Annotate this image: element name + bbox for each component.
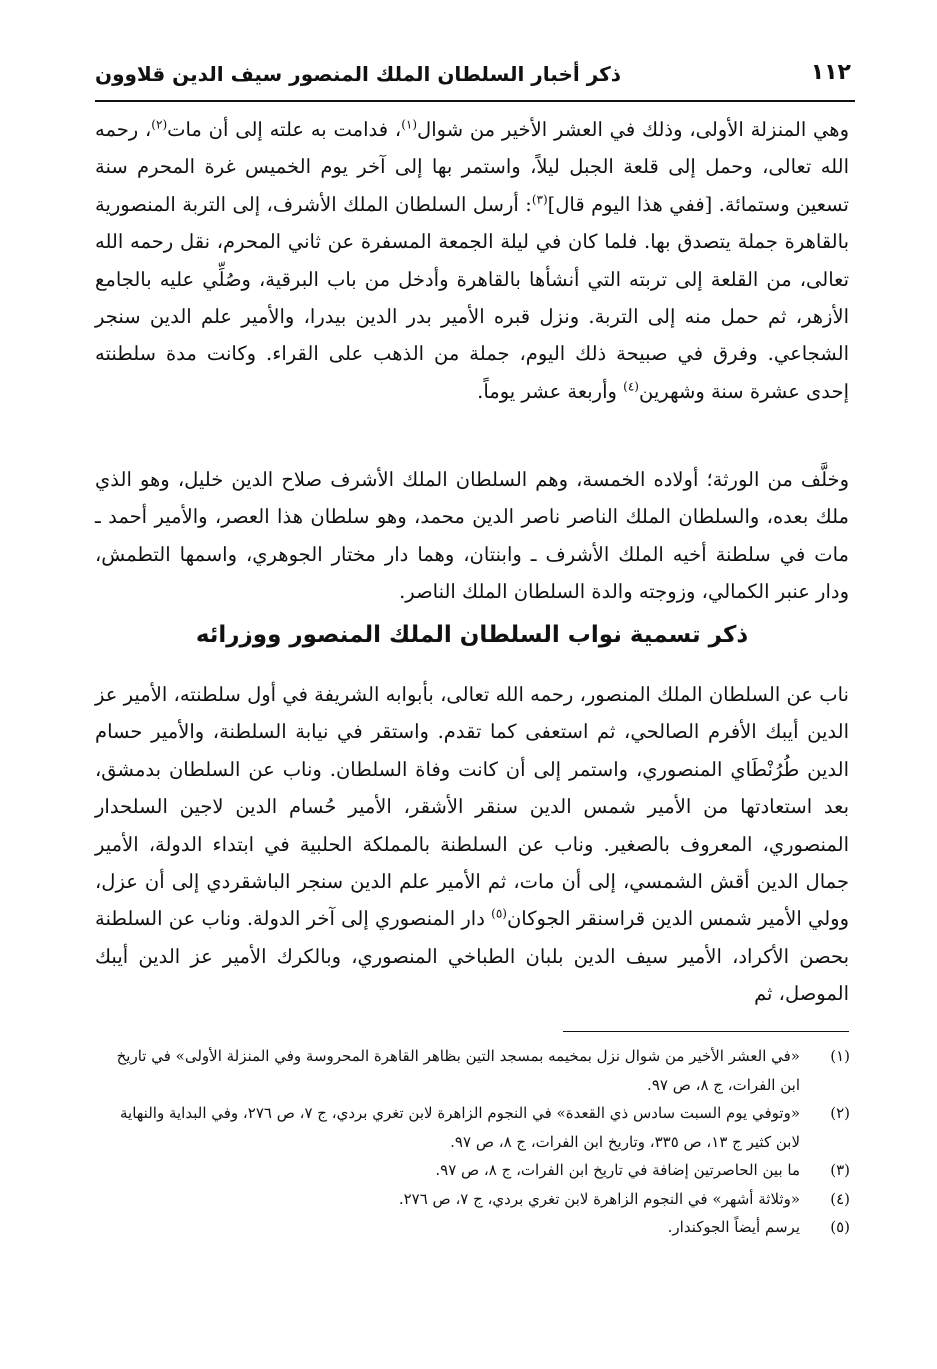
- footnote-ref-1[interactable]: (١): [401, 117, 418, 132]
- footnote: [110, 1099, 850, 1156]
- footnote-text: «في العشر الأخير من شوال نزل بمخيمه بمسجد التين بظاهر القاهرة المحروسة وفي المنزلة الأولى» في تاريخ ابن الفرات، ج ٨، ص ٩٧.: [116, 1047, 800, 1094]
- footnote-text: يرسم أيضاً الجوكندار.: [667, 1218, 800, 1236]
- footnote-number: (١): [830, 1047, 850, 1065]
- paragraph-heirs: وخلَّف من الورثة؛ أولاده الخمسة، وهم السلطان الملك الأشرف صلاح الدين خليل، وهو الذي ملك بعده، والسلطان الملك الناصر ناصر الدين محمد، وهو سلطان هذا العصر، والأمير أحمد ـ مات في سلطنة أخيه الملك الأشرف ـ وابنتان، وهما دار مختار الجوهري، واسمها التطمش، ودار عنبر الكمالي، وزوجته والدة السلطان الملك الناصر.: [95, 468, 849, 604]
- footnote-number: (٣): [830, 1161, 850, 1179]
- p3-text-b: دار المنصوري إلى آخر الدولة. وناب عن السلطنة بحصن الأكراد، الأمير سيف الدين بلبان الطباخي المنصوري، وبالكرك الأمير عز الدين أيبك الموصل، ثم: [95, 907, 849, 1006]
- footnote-number: (٢): [830, 1104, 850, 1122]
- page-number: ١١٢: [810, 60, 851, 85]
- footnote-number: (٤): [830, 1189, 850, 1208]
- footnote: [110, 1042, 850, 1099]
- paragraph-deputies: [95, 676, 849, 1013]
- footnote-number: (٥): [830, 1218, 850, 1236]
- footnote: [110, 1185, 850, 1214]
- page-header: [95, 52, 855, 102]
- footnote-text: ما بين الحاصرتين إضافة في تاريخ ابن الفرات، ج ٨، ص ٩٧.: [435, 1161, 800, 1179]
- p1-text-d: : أرسل السلطان الملك الأشرف، إلى التربة المنصورية بالقاهرة جملة يتصدق بها. فلما كان في ليلة الجمعة المسفرة عن ثاني المحرم، نقل رحمه الله تعالى، من القلعة إلى تربته التي أنشأها بالقاهرة وأدخل من باب البرقية، وصُلِّي عليه بالجامع الأزهر، ثم حمل منه إلى التربة. ونزل قبره الأمير بدر الدين بيدرا، والأمير علم الدين سنجر الشجاعي. وفرق في صبيحة ذلك اليوم، جملة من الذهب على القراء. وكانت مدة سلطنته إحدى عشرة سنة وشهرين: [95, 192, 849, 403]
- footnote-ref-2[interactable]: (٢): [151, 117, 168, 132]
- p3-text-a: ناب عن السلطان الملك المنصور، رحمه الله تعالى، بأبوابه الشريفة في أول سلطنته، الأمير عز الدين أيبك الأفرم الصالحي، ثم استعفى كما تقدم. واستقر في نيابة السلطنة، والأمير حسام الدين طُرُنْطَاي المنصوري، واستمر إلى أن كانت وفاة السلطان. وناب عن السلطان بدمشق، بعد استعادتها من الأمير شمس الدين سنقر الأشقر، الأمير حُسام الدين لاجين السلحدار المنصوري، المعروف بالصغير. وناب عن السلطنة بالمملكة الحلبية في ابتداء الدولة، الأمير جمال الدين أقش الشمسي، إلى أن مات، ثم الأمير علم الدين سنجر الباشقردي إلى أن عزل، وولي الأمير شمس الدين قراسنقر الجوكان: [95, 683, 849, 931]
- footnote: [110, 1156, 850, 1185]
- p1-text-b: ، فدامت به علته إلى أن مات: [167, 118, 402, 141]
- running-title: ذكر أخبار السلطان الملك المنصور سيف الدين قلاوون: [95, 62, 622, 86]
- footnote: [110, 1213, 850, 1242]
- footnotes: [110, 1042, 850, 1242]
- p1-text-e: وأربعة عشر يوماً.: [477, 379, 624, 403]
- footnote-ref-4[interactable]: (٤): [623, 379, 639, 394]
- footnote-text: «وثلاثة أشهر» في النجوم الزاهرة لابن تغري بردي، ج ٧، ص ٢٧٦.: [398, 1189, 800, 1208]
- footnote-ref-3[interactable]: (٣): [531, 192, 548, 207]
- p1-text-a: وهي المنزلة الأولى، وذلك في العشر الأخير من شوال: [417, 118, 849, 141]
- section-title: ذكر تسمية نواب السلطان الملك المنصور ووزرائه: [195, 622, 749, 648]
- footnote-ref-5[interactable]: (٥): [491, 906, 507, 921]
- paragraph-death-of-sultan: [95, 111, 849, 410]
- footnote-separator: [563, 1031, 849, 1032]
- p1-text-c: ، رحمه الله تعالى، وحمل إلى قلعة الجبل ليلاً، واستمر بها إلى آخر يوم الخميس غرة المحرم سنة تسعين وستمائة. [ففي هذا اليوم قال]: [95, 118, 849, 216]
- footnote-text: «وتوفي يوم السبت سادس ذي القعدة» في النجوم الزاهرة لابن تغري بردي، ج ٧، ص ٢٧٦، وفي البداية والنهاية لابن كثير ج ١٣، ص ٣٣٥، وتاريخ ابن الفرات، ج ٨، ص ٩٧.: [119, 1104, 800, 1151]
